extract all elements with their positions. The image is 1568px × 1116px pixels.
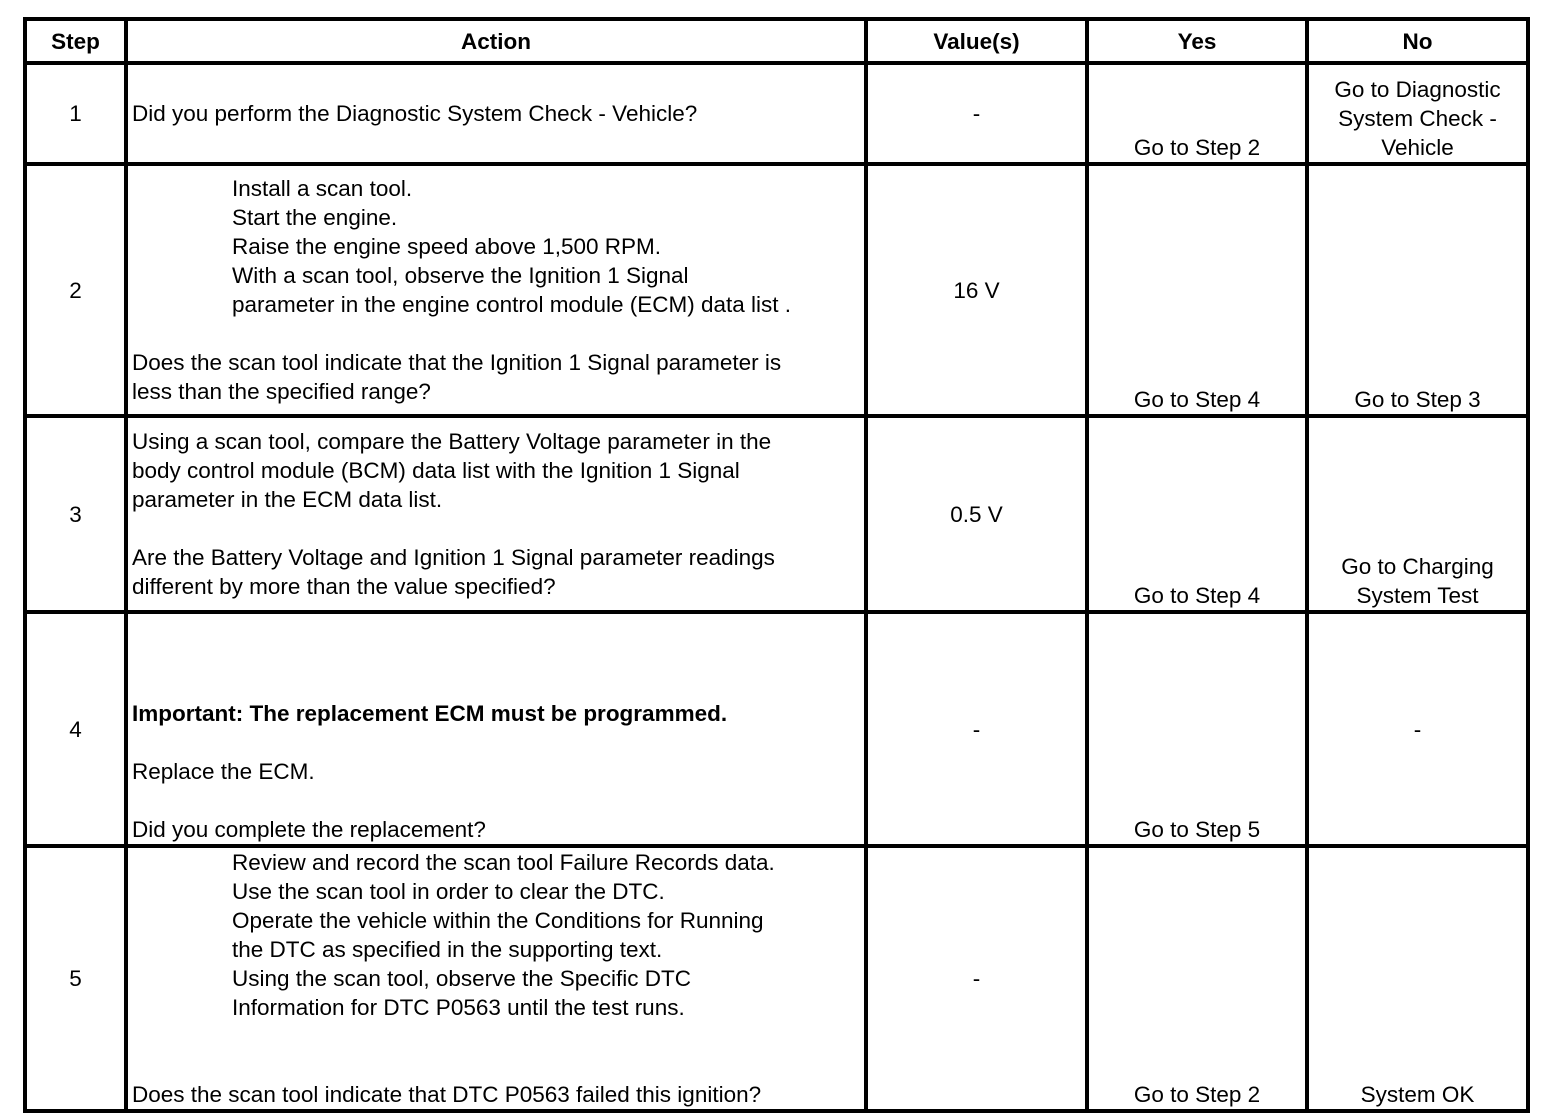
no-cell xyxy=(1307,416,1528,612)
instruction-item: the DTC as specified in the supporting text. xyxy=(232,937,663,962)
yes-cell: Go to Step 4 xyxy=(1087,416,1307,612)
header-values: Value(s) xyxy=(866,19,1087,63)
instruction-item: Install a scan tool. xyxy=(232,176,413,201)
no-cell xyxy=(1307,63,1528,164)
header-action: Action xyxy=(126,19,866,63)
spacer xyxy=(132,728,860,757)
no-text-line: System Test xyxy=(1356,583,1479,608)
header-yes: Yes xyxy=(1087,19,1307,63)
action-cell xyxy=(126,63,866,164)
no-text-line: Go to Diagnostic xyxy=(1334,77,1501,102)
question-text: Did you perform the Diagnostic System Check - Vehicle? xyxy=(132,101,698,126)
step-number: 5 xyxy=(25,846,126,1111)
instruction-item: Use the scan tool in order to clear the DTC. xyxy=(232,879,665,904)
step-number: 3 xyxy=(25,416,126,612)
step-number: 4 xyxy=(25,612,126,846)
question-text: Did you complete the replacement? xyxy=(132,817,486,842)
spacer xyxy=(132,514,860,543)
step-number: 1 xyxy=(25,63,126,164)
value-cell: - xyxy=(866,846,1087,1111)
instruction-text: Using a scan tool, compare the Battery Voltage parameter in the xyxy=(132,429,772,454)
header-row xyxy=(25,19,1528,63)
table-row xyxy=(25,416,1528,612)
yes-cell: Go to Step 4 xyxy=(1087,164,1307,416)
step-number: 2 xyxy=(25,164,126,416)
value-cell: - xyxy=(866,612,1087,846)
instruction-text: parameter in the ECM data list. xyxy=(132,487,443,512)
question-text: different by more than the value specified? xyxy=(132,574,556,599)
no-text-line: Vehicle xyxy=(1381,135,1454,160)
spacer xyxy=(132,319,860,348)
instruction-item: Raise the engine speed above 1,500 RPM. xyxy=(232,234,662,259)
question-text: Are the Battery Voltage and Ignition 1 Signal parameter readings xyxy=(132,545,775,570)
yes-cell: Go to Step 2 xyxy=(1087,63,1307,164)
header-step: Step xyxy=(25,19,126,63)
instruction-item: Start the engine. xyxy=(232,205,398,230)
action-cell xyxy=(126,612,866,846)
question-text: less than the specified range? xyxy=(132,379,431,404)
table-row xyxy=(25,846,1528,1111)
instruction-text: Replace the ECM. xyxy=(132,759,315,784)
no-cell: Go to Step 3 xyxy=(1307,164,1528,416)
diagnostic-table xyxy=(23,17,1530,1113)
instruction-item: With a scan tool, observe the Ignition 1 Signal xyxy=(232,263,689,288)
no-text-line: Go to Charging xyxy=(1341,554,1494,579)
important-note: Important: The replacement ECM must be programmed. xyxy=(132,701,728,726)
no-cell: - xyxy=(1307,612,1528,846)
action-cell xyxy=(126,846,866,1111)
no-text-line: System Check - xyxy=(1338,106,1497,131)
instruction-item: Using the scan tool, observe the Specific DTC xyxy=(232,966,691,991)
instruction-item: Operate the vehicle within the Conditions for Running xyxy=(232,908,764,933)
table-row xyxy=(25,63,1528,164)
action-cell xyxy=(126,164,866,416)
action-cell xyxy=(126,416,866,612)
yes-cell: Go to Step 2 xyxy=(1087,846,1307,1111)
table-row xyxy=(25,164,1528,416)
instruction-item: parameter in the engine control module (ECM) data list . xyxy=(232,292,792,317)
no-cell: System OK xyxy=(1307,846,1528,1111)
table-row xyxy=(25,612,1528,846)
value-cell: 0.5 V xyxy=(866,416,1087,612)
instruction-text: body control module (BCM) data list with the Ignition 1 Signal xyxy=(132,458,740,483)
instruction-item: Review and record the scan tool Failure Records data. xyxy=(232,850,775,875)
question-text: Does the scan tool indicate that the Ignition 1 Signal parameter is xyxy=(132,350,782,375)
question-text: Does the scan tool indicate that DTC P0563 failed this ignition? xyxy=(132,1082,762,1107)
value-cell: 16 V xyxy=(866,164,1087,416)
yes-cell: Go to Step 5 xyxy=(1087,612,1307,846)
header-no: No xyxy=(1307,19,1528,63)
value-cell: - xyxy=(866,63,1087,164)
instruction-item: Information for DTC P0563 until the test runs. xyxy=(232,995,685,1020)
spacer xyxy=(132,786,860,815)
spacer xyxy=(132,1022,860,1080)
